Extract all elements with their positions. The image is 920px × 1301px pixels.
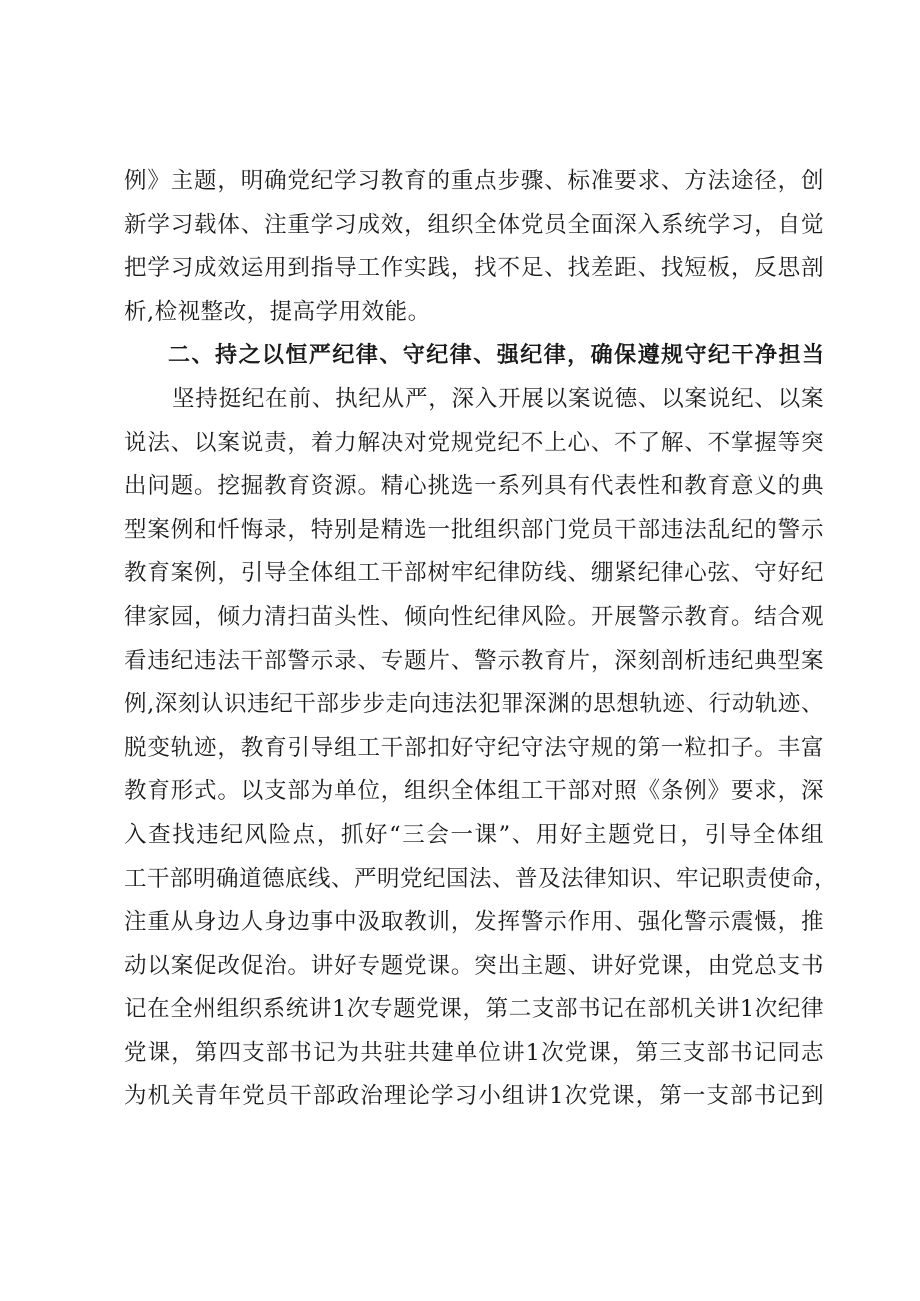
paragraph-1-line: 析,检视整改，提高学用效能。 [124,298,431,325]
paragraph-2-line: 型案例和忏悔录，特别是精选一批组织部门党员干部违法乱纪的警示 [124,516,824,543]
paragraph-2-line: 入查找违纪风险点，抓好“三会一课”、用好主题党日，引导全体组 [124,821,824,848]
paragraph-2-line: 工干部明确道德底线、严明党纪国法、普及法律知识、牢记职责使命， [124,865,838,892]
document-page [124,160,838,1119]
paragraph-2-line: 党课，第四支部书记为共驻共建单位讲1次党课，第三支部书记同志 [124,1039,824,1066]
paragraph-2-line: 记在全州组织系统讲1次专题党课，第二支部书记在部机关讲1次纪律 [124,996,824,1023]
paragraph-2-line: 教育案例，引导全体组工干部树牢纪律防线、绷紧纪律心弦、守好纪 [124,560,824,587]
paragraph-2 [124,378,838,1119]
paragraph-2-line: 律家园，倾力清扫苗头性、倾向性纪律风险。开展警示教育。结合观 [124,603,824,630]
paragraph-2-line: 出问题。挖掘教育资源。精心挑选一系列具有代表性和教育意义的典 [124,473,824,500]
paragraph-2-line: 坚持挺纪在前、执纪从严，深入开展以案说德、以案说纪、以案 [172,385,824,412]
paragraph-2-line: 动以案促改促治。讲好专题党课。突出主题、讲好党课，由党总支书 [124,952,824,979]
paragraph-1 [124,160,824,334]
paragraph-1-line: 把学习成效运用到指导工作实践，找不足、找差距、找短板，反思剖 [124,255,824,282]
paragraph-2-line: 脱变轨迹，教育引导组工干部扣好守纪守法守规的第一粒扣子。丰富 [124,734,824,761]
paragraph-1-line: 例》主题，明确党纪学习教育的重点步骤、标准要求、方法途径，创 [124,168,824,194]
paragraph-1-line: 新学习载体、注重学习成效，组织全体党员全面深入系统学习，自觉 [124,211,824,238]
paragraph-2-line: 教育形式。以支部为单位，组织全体组工干部对照《条例》要求，深 [124,778,824,805]
section-2-heading: 二、持之以恒严纪律、守纪律、强纪律，确保遵规守纪干净担当 [168,343,824,369]
paragraph-2-line: 说法、以案说责，着力解决对党规党纪不上心、不了解、不掌握等突 [124,429,824,456]
paragraph-2-line: 例,深刻认识违纪干部步步走向违法犯罪深渊的思想轨迹、行动轨迹、 [124,691,824,718]
paragraph-2-line: 注重从身边人身边事中汲取教训，发挥警示作用、强化警示震慑，推 [124,909,824,936]
paragraph-2-line: 为机关青年党员干部政治理论学习小组讲1次党课，第一支部书记到 [124,1083,824,1110]
paragraph-2-line: 看违纪违法干部警示录、专题片、警示教育片，深刻剖析违纪典型案 [124,647,824,674]
